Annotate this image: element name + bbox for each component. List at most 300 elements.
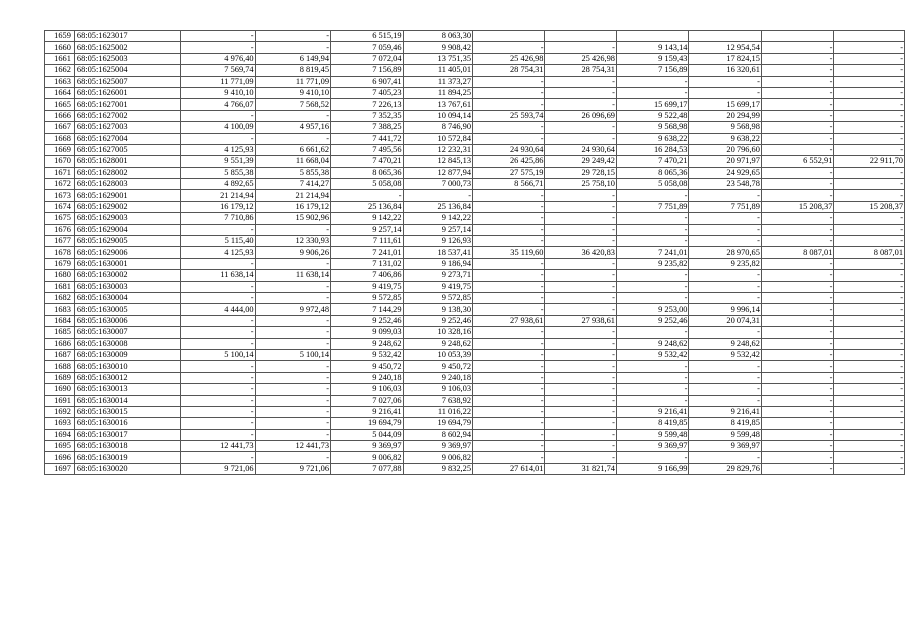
value-cell: - (834, 441, 905, 452)
cadastral-number-cell: 68:05:1627005 (74, 144, 180, 155)
value-cell: - (181, 429, 255, 440)
row-number-cell: 1675 (45, 213, 75, 224)
value-cell: - (255, 42, 330, 53)
cadastral-number-cell: 68:05:1630014 (74, 395, 180, 406)
value-cell: - (761, 452, 833, 463)
value-cell: - (545, 349, 616, 360)
value-cell: - (545, 87, 616, 98)
value-cell (689, 31, 761, 42)
value-cell: 35 119,60 (473, 247, 545, 258)
table-row (45, 258, 905, 269)
value-cell: 9 572,85 (331, 292, 403, 303)
table-row (45, 327, 905, 338)
value-cell: 8 419,85 (616, 418, 688, 429)
value-cell: 28 754,31 (473, 65, 545, 76)
value-cell: - (834, 463, 905, 474)
value-cell: - (834, 315, 905, 326)
value-cell: 5 058,08 (331, 179, 403, 190)
value-cell: - (473, 270, 545, 281)
value-cell: 11 668,04 (255, 156, 330, 167)
value-cell: 9 832,25 (403, 463, 473, 474)
value-cell: 15 699,17 (616, 99, 688, 110)
value-cell: 9 252,46 (403, 315, 473, 326)
table-row (45, 53, 905, 64)
value-cell: - (545, 258, 616, 269)
value-cell: 8 602,94 (403, 429, 473, 440)
value-cell: 9 240,18 (403, 372, 473, 383)
table-row (45, 144, 905, 155)
value-cell: 9 166,99 (616, 463, 688, 474)
value-cell: - (545, 213, 616, 224)
value-cell: - (834, 361, 905, 372)
value-cell: 10 572,84 (403, 133, 473, 144)
value-cell: 5 044,09 (331, 429, 403, 440)
value-cell: - (473, 99, 545, 110)
table-row (45, 349, 905, 360)
value-cell: 4 125,93 (181, 144, 255, 155)
value-cell: - (834, 167, 905, 178)
value-cell: 9 006,82 (331, 452, 403, 463)
value-cell: 27 575,19 (473, 167, 545, 178)
table-row (45, 406, 905, 417)
value-cell: 9 248,62 (331, 338, 403, 349)
value-cell: 29 829,76 (689, 463, 761, 474)
value-cell: - (761, 429, 833, 440)
value-cell: - (473, 406, 545, 417)
value-cell: 11 771,09 (181, 76, 255, 87)
value-cell: - (834, 327, 905, 338)
cadastral-number-cell: 68:05:1630008 (74, 338, 180, 349)
row-number-cell: 1665 (45, 99, 75, 110)
table-row (45, 99, 905, 110)
cadastral-number-cell: 68:05:1630020 (74, 463, 180, 474)
value-cell: 27 938,61 (473, 315, 545, 326)
row-number-cell: 1690 (45, 384, 75, 395)
value-cell: - (473, 190, 545, 201)
value-cell: - (689, 213, 761, 224)
value-cell: - (834, 144, 905, 155)
value-cell: - (834, 281, 905, 292)
value-cell: - (181, 281, 255, 292)
value-cell: 7 568,52 (255, 99, 330, 110)
value-cell: 9 257,14 (331, 224, 403, 235)
value-cell: - (834, 213, 905, 224)
table-row (45, 247, 905, 258)
value-cell: - (181, 292, 255, 303)
value-cell: 22 911,70 (834, 156, 905, 167)
value-cell: 29 249,42 (545, 156, 616, 167)
value-cell: 12 441,73 (255, 441, 330, 452)
value-cell: - (761, 441, 833, 452)
value-cell: 9 006,82 (403, 452, 473, 463)
value-cell: - (761, 349, 833, 360)
value-cell: - (545, 304, 616, 315)
cadastral-number-cell: 68:05:1629004 (74, 224, 180, 235)
value-cell: 36 420,83 (545, 247, 616, 258)
value-cell: 9 419,75 (403, 281, 473, 292)
value-cell: - (255, 372, 330, 383)
value-cell: - (761, 76, 833, 87)
value-cell: 25 426,98 (473, 53, 545, 64)
value-cell: 9 216,41 (689, 406, 761, 417)
value-cell: 28 754,31 (545, 65, 616, 76)
value-cell: 17 824,15 (689, 53, 761, 64)
value-cell: 9 252,46 (616, 315, 688, 326)
value-cell: - (834, 76, 905, 87)
value-cell: - (834, 292, 905, 303)
table-row (45, 87, 905, 98)
value-cell: - (545, 270, 616, 281)
table-row (45, 213, 905, 224)
value-cell: 4 957,16 (255, 122, 330, 133)
row-number-cell: 1697 (45, 463, 75, 474)
row-number-cell: 1682 (45, 292, 75, 303)
value-cell: 9 450,72 (331, 361, 403, 372)
value-cell: - (181, 315, 255, 326)
value-cell: - (834, 87, 905, 98)
value-cell: - (473, 418, 545, 429)
value-cell: - (545, 338, 616, 349)
cadastral-number-cell: 68:05:1628001 (74, 156, 180, 167)
value-cell: - (761, 99, 833, 110)
value-cell: - (834, 179, 905, 190)
value-cell: - (255, 31, 330, 42)
table-row (45, 42, 905, 53)
value-cell: - (545, 406, 616, 417)
value-cell: - (761, 236, 833, 247)
value-cell: - (545, 236, 616, 247)
value-cell: 4 892,65 (181, 179, 255, 190)
row-number-cell: 1688 (45, 361, 75, 372)
value-cell: - (255, 281, 330, 292)
value-cell: 7 059,46 (331, 42, 403, 53)
value-cell: 7 241,01 (331, 247, 403, 258)
cadastral-number-cell: 68:05:1630010 (74, 361, 180, 372)
row-number-cell: 1684 (45, 315, 75, 326)
value-cell: 7 131,02 (331, 258, 403, 269)
value-cell: 9 216,41 (616, 406, 688, 417)
value-cell: - (834, 452, 905, 463)
value-cell: 8 819,45 (255, 65, 330, 76)
value-cell: - (545, 201, 616, 212)
row-number-cell: 1689 (45, 372, 75, 383)
value-cell: - (761, 179, 833, 190)
value-cell: - (181, 42, 255, 53)
value-cell: - (834, 406, 905, 417)
value-cell: 16 284,53 (616, 144, 688, 155)
value-cell: 19 694,79 (403, 418, 473, 429)
value-cell: - (616, 213, 688, 224)
table-row (45, 395, 905, 406)
value-cell: - (689, 327, 761, 338)
value-cell: - (255, 418, 330, 429)
cadastral-number-cell: 68:05:1623017 (74, 31, 180, 42)
value-cell: 9 410,10 (181, 87, 255, 98)
value-cell: - (616, 327, 688, 338)
value-cell: 25 136,84 (403, 201, 473, 212)
value-cell: 9 532,42 (689, 349, 761, 360)
value-cell: - (255, 361, 330, 372)
value-cell: 8 746,90 (403, 122, 473, 133)
value-cell: 4 125,93 (181, 247, 255, 258)
value-cell: 7 388,25 (331, 122, 403, 133)
value-cell: - (473, 76, 545, 87)
cadastral-number-cell: 68:05:1630012 (74, 372, 180, 383)
value-cell: - (689, 395, 761, 406)
value-cell: - (834, 53, 905, 64)
value-cell: 9 143,14 (616, 42, 688, 53)
value-cell: 9 522,48 (616, 110, 688, 121)
value-cell: 7 710,86 (181, 213, 255, 224)
cadastral-number-cell: 68:05:1630001 (74, 258, 180, 269)
value-cell: 6 149,94 (255, 53, 330, 64)
value-cell: - (761, 304, 833, 315)
cadastral-number-cell: 68:05:1630002 (74, 270, 180, 281)
value-cell: 7 111,61 (331, 236, 403, 247)
value-cell: - (255, 429, 330, 440)
cadastral-number-cell: 68:05:1630003 (74, 281, 180, 292)
value-cell: - (255, 395, 330, 406)
value-cell: - (181, 338, 255, 349)
value-cell: - (761, 384, 833, 395)
value-cell: - (834, 338, 905, 349)
value-cell: - (545, 441, 616, 452)
value-cell: 15 699,17 (689, 99, 761, 110)
value-cell: 9 252,46 (331, 315, 403, 326)
value-cell: - (761, 327, 833, 338)
cadastral-number-cell: 68:05:1630018 (74, 441, 180, 452)
value-cell: 6 661,62 (255, 144, 330, 155)
value-cell: - (255, 224, 330, 235)
table-row (45, 76, 905, 87)
value-cell: - (761, 144, 833, 155)
value-cell: - (255, 315, 330, 326)
value-cell: - (689, 224, 761, 235)
value-cell: - (834, 372, 905, 383)
value-cell: 27 938,61 (545, 315, 616, 326)
value-cell: 9 235,82 (616, 258, 688, 269)
table-row (45, 384, 905, 395)
value-cell: 5 115,40 (181, 236, 255, 247)
value-cell: 9 638,22 (616, 133, 688, 144)
value-cell: 9 532,42 (331, 349, 403, 360)
value-cell: 9 369,97 (331, 441, 403, 452)
value-cell: 9 996,14 (689, 304, 761, 315)
cadastral-number-cell: 68:05:1627001 (74, 99, 180, 110)
value-cell: - (761, 87, 833, 98)
row-number-cell: 1676 (45, 224, 75, 235)
value-cell: - (255, 327, 330, 338)
value-cell: 9 186,94 (403, 258, 473, 269)
value-cell: 8 065,36 (616, 167, 688, 178)
value-cell: 9 369,97 (403, 441, 473, 452)
value-cell: - (545, 224, 616, 235)
value-cell: 9 369,97 (689, 441, 761, 452)
value-cell: - (689, 281, 761, 292)
value-cell: 9 638,22 (689, 133, 761, 144)
row-number-cell: 1695 (45, 441, 75, 452)
value-cell: - (761, 224, 833, 235)
row-number-cell: 1681 (45, 281, 75, 292)
value-cell: 7 751,89 (616, 201, 688, 212)
row-number-cell: 1673 (45, 190, 75, 201)
value-cell: - (473, 87, 545, 98)
value-cell: - (689, 361, 761, 372)
value-cell: - (545, 281, 616, 292)
value-cell: 6 552,91 (761, 156, 833, 167)
table-row (45, 224, 905, 235)
value-cell: - (473, 441, 545, 452)
row-number-cell: 1683 (45, 304, 75, 315)
value-cell: - (181, 327, 255, 338)
value-cell: 7 751,89 (689, 201, 761, 212)
cadastral-number-cell: 68:05:1630016 (74, 418, 180, 429)
row-number-cell: 1694 (45, 429, 75, 440)
value-cell: - (834, 133, 905, 144)
table-row (45, 361, 905, 372)
cadastral-number-cell: 68:05:1625002 (74, 42, 180, 53)
value-cell: - (834, 429, 905, 440)
row-number-cell: 1691 (45, 395, 75, 406)
cadastral-number-cell: 68:05:1630007 (74, 327, 180, 338)
value-cell: 16 320,61 (689, 65, 761, 76)
row-number-cell: 1687 (45, 349, 75, 360)
value-cell: 11 373,27 (403, 76, 473, 87)
cadastral-number-cell: 68:05:1630015 (74, 406, 180, 417)
value-cell: - (545, 361, 616, 372)
value-cell: 9 551,39 (181, 156, 255, 167)
value-cell: 7 352,35 (331, 110, 403, 121)
cadastral-number-cell: 68:05:1629006 (74, 247, 180, 258)
value-cell: 9 126,93 (403, 236, 473, 247)
value-cell: 5 855,38 (255, 167, 330, 178)
value-cell: - (834, 395, 905, 406)
value-cell: - (473, 395, 545, 406)
value-cell: 9 906,26 (255, 247, 330, 258)
value-cell: - (403, 190, 473, 201)
value-cell: 9 138,30 (403, 304, 473, 315)
value-cell: - (181, 224, 255, 235)
value-cell: 7 144,29 (331, 304, 403, 315)
value-cell: - (834, 384, 905, 395)
value-cell: 16 179,12 (181, 201, 255, 212)
value-cell: 9 450,72 (403, 361, 473, 372)
row-number-cell: 1664 (45, 87, 75, 98)
value-cell: 5 100,14 (255, 349, 330, 360)
value-cell: 9 142,22 (403, 213, 473, 224)
value-cell: 7 569,74 (181, 65, 255, 76)
value-cell: 5 100,14 (181, 349, 255, 360)
value-cell: 7 470,21 (331, 156, 403, 167)
value-cell: - (473, 133, 545, 144)
value-cell: 9 257,14 (403, 224, 473, 235)
value-cell: 19 694,79 (331, 418, 403, 429)
value-cell: - (181, 110, 255, 121)
value-cell: - (689, 87, 761, 98)
value-cell: 15 902,96 (255, 213, 330, 224)
value-cell: - (473, 258, 545, 269)
value-cell: 8 087,01 (761, 247, 833, 258)
table-row (45, 452, 905, 463)
table-row (45, 270, 905, 281)
value-cell: 9 972,48 (255, 304, 330, 315)
value-cell: 25 758,10 (545, 179, 616, 190)
table-row (45, 190, 905, 201)
value-cell: 5 058,08 (616, 179, 688, 190)
value-cell: 20 074,31 (689, 315, 761, 326)
value-cell: 7 156,89 (331, 65, 403, 76)
value-cell (616, 31, 688, 42)
value-cell: - (255, 406, 330, 417)
value-cell: - (473, 349, 545, 360)
value-cell: - (761, 270, 833, 281)
value-cell: - (761, 315, 833, 326)
value-cell: - (181, 384, 255, 395)
value-cell: - (545, 76, 616, 87)
value-cell: 9 568,98 (616, 122, 688, 133)
value-cell: - (616, 270, 688, 281)
value-cell: 26 425,86 (473, 156, 545, 167)
value-cell: 10 328,16 (403, 327, 473, 338)
value-cell: 23 548,78 (689, 179, 761, 190)
table-row (45, 281, 905, 292)
value-cell: 15 208,37 (834, 201, 905, 212)
value-cell: 21 214,94 (255, 190, 330, 201)
value-cell: 7 072,04 (331, 53, 403, 64)
value-cell: 12 877,94 (403, 167, 473, 178)
value-cell: - (616, 452, 688, 463)
value-cell: - (761, 122, 833, 133)
cadastral-number-cell: 68:05:1629002 (74, 201, 180, 212)
cadastral-number-cell: 68:05:1630009 (74, 349, 180, 360)
value-cell: 9 240,18 (331, 372, 403, 383)
value-cell: - (545, 292, 616, 303)
value-cell: 5 855,38 (181, 167, 255, 178)
value-cell: 11 405,01 (403, 65, 473, 76)
value-cell: - (834, 122, 905, 133)
value-cell: - (473, 304, 545, 315)
value-cell: - (255, 338, 330, 349)
value-cell: - (545, 122, 616, 133)
value-cell: 7 441,72 (331, 133, 403, 144)
table-body (45, 31, 905, 475)
cadastral-number-cell: 68:05:1627004 (74, 133, 180, 144)
row-number-cell: 1686 (45, 338, 75, 349)
value-cell: - (473, 281, 545, 292)
value-cell: 13 751,35 (403, 53, 473, 64)
row-number-cell: 1661 (45, 53, 75, 64)
value-cell: - (616, 224, 688, 235)
value-cell: - (181, 31, 255, 42)
value-cell: 11 638,14 (255, 270, 330, 281)
row-number-cell: 1685 (45, 327, 75, 338)
value-cell: - (473, 327, 545, 338)
value-cell: 24 930,64 (545, 144, 616, 155)
value-cell: - (761, 292, 833, 303)
table-row (45, 304, 905, 315)
value-cell: - (616, 384, 688, 395)
cadastral-number-cell: 68:05:1630004 (74, 292, 180, 303)
value-cell: 9 568,98 (689, 122, 761, 133)
value-cell: - (761, 372, 833, 383)
value-cell: 9 248,62 (403, 338, 473, 349)
value-cell: 7 406,86 (331, 270, 403, 281)
value-cell: 7 027,06 (331, 395, 403, 406)
cadastral-number-cell: 68:05:1629003 (74, 213, 180, 224)
value-cell: 11 016,22 (403, 406, 473, 417)
value-cell: 25 136,84 (331, 201, 403, 212)
value-cell: - (545, 190, 616, 201)
